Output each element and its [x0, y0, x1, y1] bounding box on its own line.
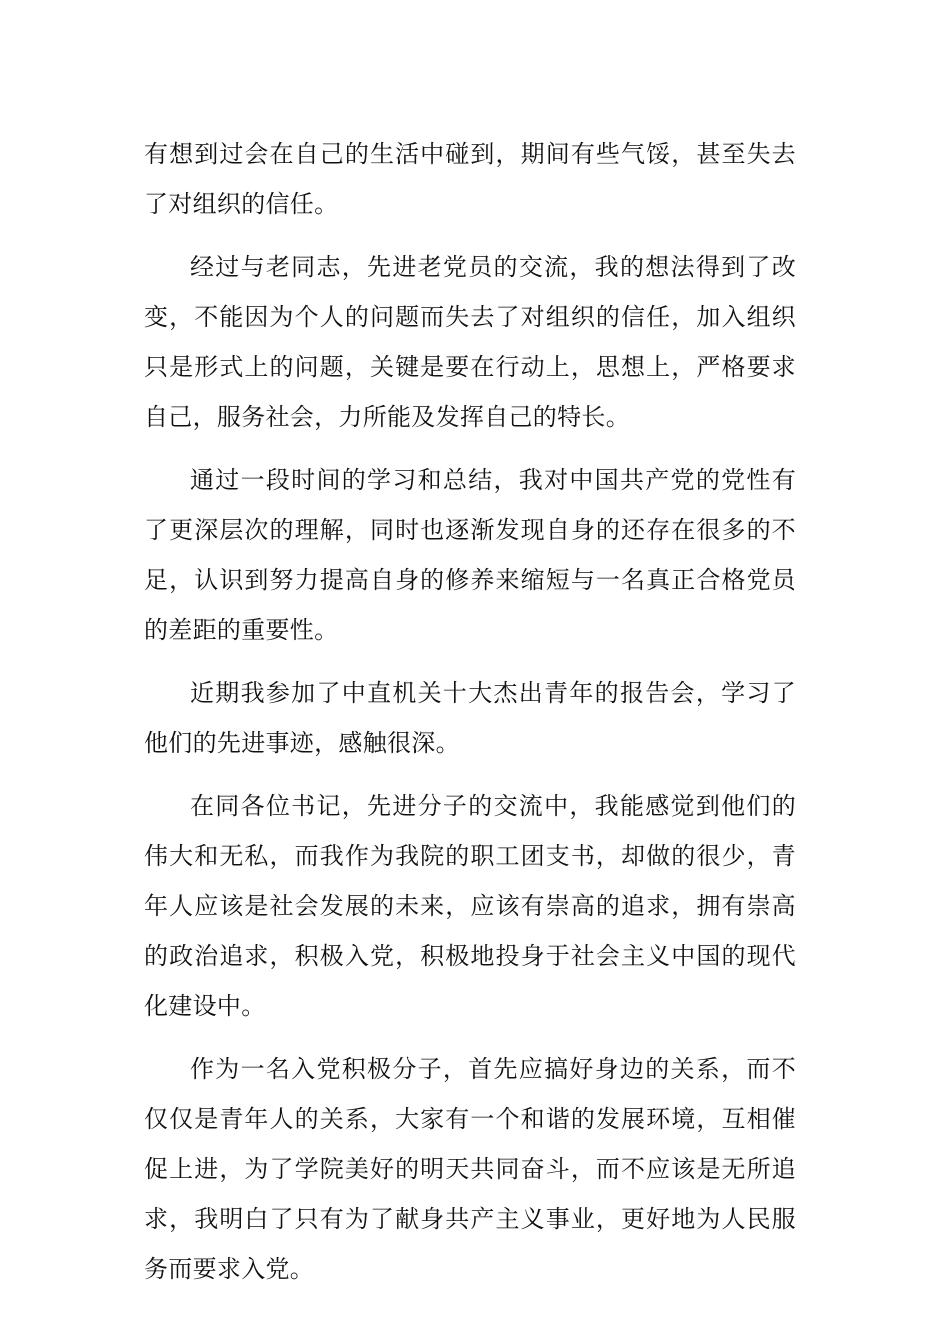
- paragraph-5: 在同各位书记，先进分子的交流中，我能感觉到他们的伟大和无私，而我作为我院的职工团支书，却做的很少，青年人应该是社会发展的未来，应该有崇高的追求，拥有崇高的政治追求，积极入党，积极地投身于社会主义中国的现代化建设中。: [144, 792, 796, 1020]
- paragraph-1: 有想到过会在自己的生活中碰到，期间有些气馁，甚至失去了对组织的信任。: [144, 140, 796, 218]
- paragraph-2: 经过与老同志，先进老党员的交流，我的想法得到了改变，不能因为个人的问题而失去了对组织的信任，加入组织只是形式上的问题，关键是要在行动上，思想上，严格要求自己，服务社会，力所能及发挥自己的特长。: [144, 253, 796, 431]
- paragraph-3: 通过一段时间的学习和总结，我对中国共产党的党性有了更深层次的理解，同时也逐渐发现自身的还存在很多的不足，认识到努力提高自身的修养来缩短与一名真正合格党员的差距的重要性。: [144, 466, 796, 644]
- document-body: [144, 129, 796, 1307]
- paragraph-6: 作为一名入党积极分子，首先应搞好身边的关系，而不仅仅是青年人的关系，大家有一个和谐的发展环境，互相催促上进，为了学院美好的明天共同奋斗，而不应该是无所追求，我明白了只有为了献身共产主义事业，更好地为人民服务而要求入党。: [144, 1055, 796, 1283]
- paragraph-4: 近期我参加了中直机关十大杰出青年的报告会，学习了他们的先进事迹，感触很深。: [144, 679, 796, 757]
